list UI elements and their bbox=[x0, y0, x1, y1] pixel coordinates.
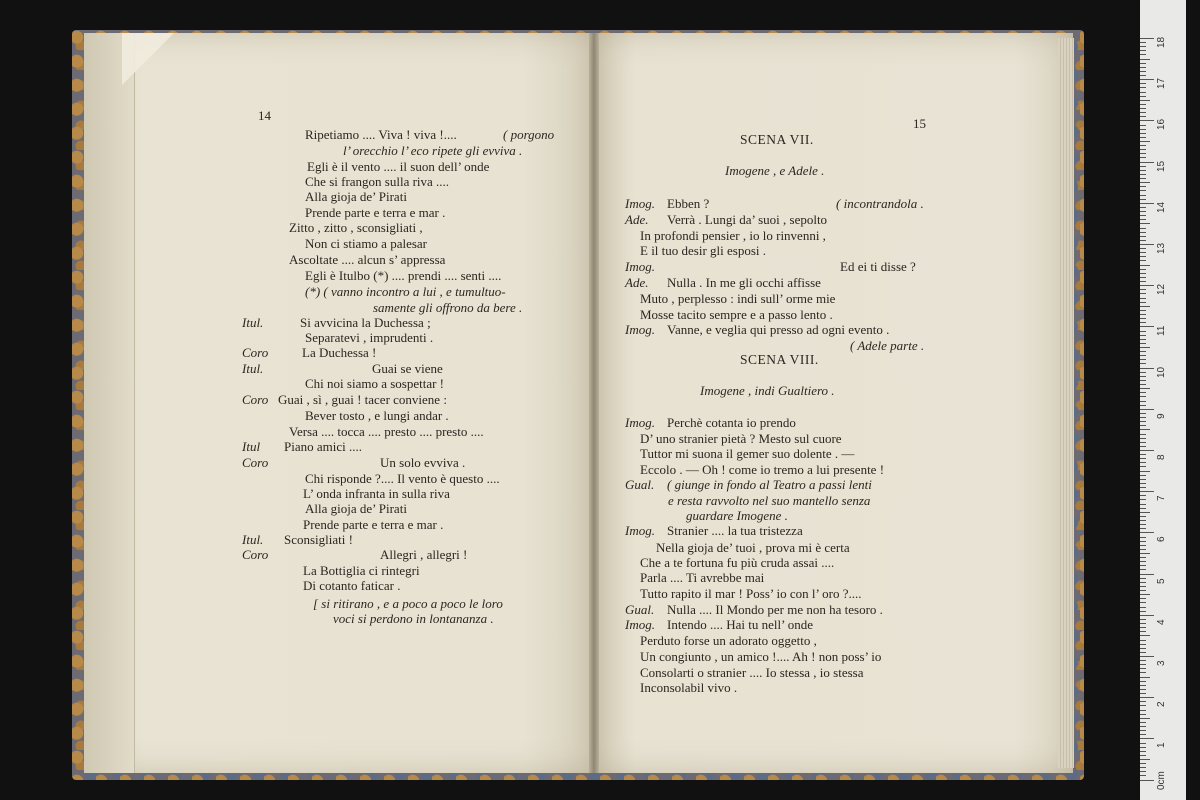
verse-line: La Bottiglia ci rintegri bbox=[303, 563, 420, 578]
ruler-minor-tick bbox=[1140, 594, 1150, 595]
ruler-minor-tick bbox=[1140, 569, 1146, 570]
ruler-minor-tick bbox=[1140, 466, 1146, 467]
book-gutter bbox=[589, 33, 599, 773]
speaker-name: Itul bbox=[242, 439, 261, 454]
ruler-minor-tick bbox=[1140, 689, 1146, 690]
ruler-minor-tick bbox=[1140, 561, 1146, 562]
ruler-label: 2 bbox=[1156, 701, 1167, 708]
verse-line: Che si frangon sulla riva .... bbox=[305, 174, 450, 189]
ruler-minor-tick bbox=[1140, 75, 1146, 76]
verse-line: Intendo .... Hai tu nell’ onde bbox=[667, 617, 813, 632]
ruler-minor-tick bbox=[1140, 306, 1150, 307]
ruler-minor-tick bbox=[1140, 421, 1146, 422]
ruler-minor-tick bbox=[1140, 446, 1146, 447]
ruler-minor-tick bbox=[1140, 277, 1146, 278]
ruler-minor-tick bbox=[1140, 223, 1150, 224]
ruler-minor-tick bbox=[1140, 108, 1146, 109]
ruler-minor-tick bbox=[1140, 586, 1146, 587]
ruler-minor-tick bbox=[1140, 726, 1146, 727]
ruler-label: 7 bbox=[1156, 495, 1167, 502]
ruler-minor-tick bbox=[1140, 487, 1146, 488]
ruler-minor-tick bbox=[1140, 190, 1146, 191]
ruler-minor-tick bbox=[1140, 557, 1146, 558]
ruler-minor-tick bbox=[1140, 380, 1146, 381]
ruler-minor-tick bbox=[1140, 219, 1146, 220]
ruler-minor-tick bbox=[1140, 672, 1146, 673]
speaker-name: Imog. bbox=[625, 523, 655, 538]
verse-line: Ed ei ti disse ? bbox=[840, 259, 916, 274]
ruler-minor-tick bbox=[1140, 495, 1146, 496]
ruler-label: 3 bbox=[1156, 660, 1167, 666]
ruler-minor-tick bbox=[1140, 372, 1146, 373]
ruler-minor-tick bbox=[1140, 384, 1146, 385]
ruler-minor-tick bbox=[1140, 701, 1146, 702]
ruler-minor-tick bbox=[1140, 545, 1146, 546]
ruler-minor-tick bbox=[1140, 582, 1146, 583]
ruler-minor-tick bbox=[1140, 578, 1146, 579]
ruler-minor-tick bbox=[1140, 417, 1146, 418]
ruler-minor-tick bbox=[1140, 648, 1146, 649]
ruler-minor-tick bbox=[1140, 425, 1146, 426]
speaker-name: Imog. bbox=[625, 259, 655, 274]
ruler-tick bbox=[1140, 203, 1154, 204]
ruler-minor-tick bbox=[1140, 71, 1146, 72]
ruler-minor-tick bbox=[1140, 388, 1150, 389]
verse-line: Piano amici .... bbox=[284, 439, 362, 454]
ruler-minor-tick bbox=[1140, 54, 1146, 55]
ruler-label: 17 bbox=[1156, 78, 1167, 90]
verse-line: Egli è Itulbo (*) .... prendi .... senti .... bbox=[305, 268, 502, 283]
ruler-minor-tick bbox=[1140, 59, 1150, 60]
ruler-minor-tick bbox=[1140, 516, 1146, 517]
ruler-minor-tick bbox=[1140, 265, 1150, 266]
page-number-right: 15 bbox=[913, 116, 926, 131]
ruler-minor-tick bbox=[1140, 499, 1146, 500]
ruler-minor-tick bbox=[1140, 157, 1146, 158]
ruler-minor-tick bbox=[1140, 504, 1146, 505]
ruler-minor-tick bbox=[1140, 199, 1146, 200]
ruler-minor-tick bbox=[1140, 396, 1146, 397]
ruler-minor-tick bbox=[1140, 734, 1146, 735]
verse-line: Chi risponde ?.... Il vento è questo .... bbox=[305, 471, 500, 486]
speaker-name: Imog. bbox=[625, 322, 655, 337]
ruler-tick bbox=[1140, 450, 1154, 451]
scene-8-characters: Imogene , indi Gualtiero . bbox=[700, 383, 835, 398]
ruler-minor-tick bbox=[1140, 376, 1146, 377]
verse-line: Nella gioja de’ tuoi , prova mi è certa bbox=[656, 540, 850, 555]
verse-line: Di cotanto faticar . bbox=[303, 578, 401, 593]
ruler-label: 6 bbox=[1156, 536, 1167, 543]
ruler-minor-tick bbox=[1140, 215, 1146, 216]
scene-7-characters: Imogene , e Adele . bbox=[725, 163, 825, 178]
ruler-minor-tick bbox=[1140, 413, 1146, 414]
ruler-minor-tick bbox=[1140, 46, 1146, 47]
ruler-minor-tick bbox=[1140, 722, 1146, 723]
ruler-minor-tick bbox=[1140, 269, 1146, 270]
ruler-label: 1 bbox=[1156, 742, 1167, 749]
ruler-minor-tick bbox=[1140, 685, 1146, 686]
ruler-minor-tick bbox=[1140, 248, 1146, 249]
ruler-minor-tick bbox=[1140, 635, 1150, 636]
ruler-minor-tick bbox=[1140, 537, 1146, 538]
speaker-name: Itul. bbox=[242, 532, 264, 547]
ruler-label: 13 bbox=[1156, 242, 1167, 254]
ruler-minor-tick bbox=[1140, 252, 1146, 253]
speaker-name: Imog. bbox=[625, 415, 655, 430]
ruler-minor-tick bbox=[1140, 598, 1146, 599]
ruler-minor-tick bbox=[1140, 318, 1146, 319]
ruler-minor-tick bbox=[1140, 602, 1146, 603]
speaker-name: Gual. bbox=[625, 477, 655, 492]
ruler-tick bbox=[1140, 697, 1154, 698]
verse-line: Zitto , zitto , sconsigliati , bbox=[289, 220, 423, 235]
speaker-name: Gual. bbox=[625, 602, 655, 617]
verse-line: Sconsigliati ! bbox=[284, 532, 353, 547]
ruler-minor-tick bbox=[1140, 681, 1146, 682]
ruler-minor-tick bbox=[1140, 714, 1146, 715]
ruler-minor-tick bbox=[1140, 42, 1146, 43]
verse-line: Egli è il vento .... il suon dell’ onde bbox=[307, 159, 490, 174]
ruler-minor-tick bbox=[1140, 693, 1146, 694]
ruler-minor-tick bbox=[1140, 256, 1146, 257]
verse-line: Si avvicina la Duchessa ; bbox=[300, 315, 431, 330]
ruler-minor-tick bbox=[1140, 763, 1146, 764]
verse-line: Nulla .... Il Mondo per me non ha tesoro . bbox=[667, 602, 883, 617]
speaker-name: Ade. bbox=[625, 275, 649, 290]
ruler-minor-tick bbox=[1140, 67, 1146, 68]
ruler-minor-tick bbox=[1140, 211, 1146, 212]
ruler-minor-tick bbox=[1140, 652, 1146, 653]
speaker-name: Imog. bbox=[625, 617, 655, 632]
ruler-minor-tick bbox=[1140, 508, 1146, 509]
ruler-minor-tick bbox=[1140, 228, 1146, 229]
ruler-tick bbox=[1140, 738, 1154, 739]
ruler-minor-tick bbox=[1140, 442, 1146, 443]
ruler-minor-tick bbox=[1140, 273, 1146, 274]
ruler-minor-tick bbox=[1140, 116, 1146, 117]
ruler-minor-tick bbox=[1140, 718, 1150, 719]
ruler-minor-tick bbox=[1140, 475, 1146, 476]
ruler-label: 10 bbox=[1156, 366, 1167, 378]
verse-line: E il tuo desir gli esposi . bbox=[640, 243, 767, 258]
ruler-minor-tick bbox=[1140, 458, 1146, 459]
ruler-label: 0cm bbox=[1156, 770, 1167, 790]
ruler-minor-tick bbox=[1140, 363, 1146, 364]
ruler-tick bbox=[1140, 162, 1154, 163]
ruler-minor-tick bbox=[1140, 660, 1146, 661]
verse-line: Versa .... tocca .... presto .... presto .... bbox=[289, 424, 484, 439]
ruler-minor-tick bbox=[1140, 112, 1146, 113]
ruler-minor-tick bbox=[1140, 775, 1146, 776]
ruler-minor-tick bbox=[1140, 137, 1146, 138]
ruler-minor-tick bbox=[1140, 401, 1146, 402]
ruler-minor-tick bbox=[1140, 631, 1146, 632]
scene-7-title: SCENA VII. bbox=[740, 132, 814, 147]
verse-line: Guai se viene bbox=[372, 361, 443, 376]
ruler-minor-tick bbox=[1140, 195, 1146, 196]
ruler-minor-tick bbox=[1140, 343, 1146, 344]
ruler-minor-tick bbox=[1140, 705, 1146, 706]
ruler-label: 16 bbox=[1156, 119, 1167, 131]
ruler-minor-tick bbox=[1140, 520, 1146, 521]
ruler-minor-tick bbox=[1140, 644, 1146, 645]
verse-line: In profondi pensier , io lo rinvenni , bbox=[640, 228, 826, 243]
ruler-minor-tick bbox=[1140, 479, 1146, 480]
ruler-minor-tick bbox=[1140, 351, 1146, 352]
ruler-label: 15 bbox=[1156, 160, 1167, 172]
ruler-minor-tick bbox=[1140, 759, 1150, 760]
ruler-minor-tick bbox=[1140, 260, 1146, 261]
speaker-name: Coro bbox=[242, 455, 269, 470]
ruler-minor-tick bbox=[1140, 405, 1146, 406]
speaker-name: Itul. bbox=[242, 361, 264, 376]
flyleaf bbox=[84, 33, 135, 773]
verse-line: Separatevi , imprudenti . bbox=[305, 330, 434, 345]
verse-line: Ebben ? bbox=[667, 196, 710, 211]
ruler-minor-tick bbox=[1140, 438, 1146, 439]
ruler-tick bbox=[1140, 409, 1154, 410]
verse-line: Muto , perplesso : indi sull’ orme mie bbox=[640, 291, 836, 306]
ruler-label: 11 bbox=[1156, 326, 1167, 337]
ruler-tick bbox=[1140, 574, 1154, 575]
verse-line: Vanne, e veglia qui presso ad ogni evento . bbox=[667, 322, 890, 337]
verse-line: Perchè cotanta io prendo bbox=[667, 415, 796, 430]
ruler-minor-tick bbox=[1140, 677, 1150, 678]
ruler-minor-tick bbox=[1140, 359, 1146, 360]
ruler-minor-tick bbox=[1140, 331, 1146, 332]
page-number-left: 14 bbox=[258, 108, 271, 123]
ruler-minor-tick bbox=[1140, 347, 1150, 348]
verse-line: Inconsolabil vivo . bbox=[640, 680, 738, 695]
verse-line: Ripetiamo .... Viva ! viva !.... bbox=[305, 127, 457, 142]
verse-line: l’ orecchio l’ eco ripete gli evviva . bbox=[343, 143, 523, 158]
ruler-minor-tick bbox=[1140, 664, 1146, 665]
verse-line: Alla gioja de’ Pirati bbox=[305, 501, 407, 516]
verse-line: (*) ( vanno incontro a lui , e tumultuo- bbox=[305, 284, 506, 299]
ruler-minor-tick bbox=[1140, 607, 1146, 608]
ruler-minor-tick bbox=[1140, 619, 1146, 620]
ruler-tick bbox=[1140, 285, 1154, 286]
verse-line: Bever tosto , e lungi andar . bbox=[305, 408, 449, 423]
ruler-minor-tick bbox=[1140, 751, 1146, 752]
ruler-minor-tick bbox=[1140, 710, 1146, 711]
speaker-name: Coro bbox=[242, 547, 269, 562]
stage-direction: ( Adele parte . bbox=[850, 338, 925, 353]
ruler-minor-tick bbox=[1140, 541, 1146, 542]
ruler-minor-tick bbox=[1140, 87, 1146, 88]
verse-line: [ si ritirano , e a poco a poco le loro bbox=[313, 596, 503, 611]
verse-line: D’ uno stranier pietà ? Mesto sul cuore bbox=[640, 431, 842, 446]
ruler-tick bbox=[1140, 656, 1154, 657]
ruler-minor-tick bbox=[1140, 553, 1150, 554]
ruler-minor-tick bbox=[1140, 92, 1146, 93]
ruler-minor-tick bbox=[1140, 462, 1146, 463]
ruler-minor-tick bbox=[1140, 104, 1146, 105]
ruler-minor-tick bbox=[1140, 528, 1146, 529]
ruler-minor-tick bbox=[1140, 627, 1146, 628]
ruler-minor-tick bbox=[1140, 166, 1146, 167]
ruler-minor-tick bbox=[1140, 590, 1146, 591]
ruler-minor-tick bbox=[1140, 668, 1146, 669]
ruler-tick bbox=[1140, 615, 1154, 616]
stage-direction: e resta ravvolto nel suo mantello senza bbox=[668, 493, 871, 508]
ruler-minor-tick bbox=[1140, 125, 1146, 126]
ruler-tick bbox=[1140, 368, 1154, 369]
ruler-minor-tick bbox=[1140, 339, 1146, 340]
verse-line: Che a te fortuna fu più cruda assai .... bbox=[640, 555, 835, 570]
verse-line: Non ci stiamo a palesar bbox=[305, 236, 428, 251]
ruler-tick bbox=[1140, 491, 1154, 492]
ruler-tick bbox=[1140, 532, 1154, 533]
verse-line: Tuttor mi suona il gemer suo dolente . — bbox=[640, 446, 855, 461]
ruler-label: 18 bbox=[1156, 36, 1167, 48]
ruler-label: 8 bbox=[1156, 454, 1167, 460]
ruler-minor-tick bbox=[1140, 182, 1150, 183]
ruler-minor-tick bbox=[1140, 429, 1150, 430]
ruler-label: 4 bbox=[1156, 619, 1167, 625]
ruler-minor-tick bbox=[1140, 565, 1146, 566]
verse-line: voci si perdono in lontananza . bbox=[333, 611, 494, 626]
speaker-name: Coro bbox=[242, 345, 269, 360]
ruler-minor-tick bbox=[1140, 611, 1146, 612]
verse-line: Un congiunto , un amico !.... Ah ! non poss’ io bbox=[640, 649, 882, 664]
ruler-minor-tick bbox=[1140, 170, 1146, 171]
verse-line: Ascoltate .... alcun s’ appressa bbox=[289, 252, 446, 267]
ruler-minor-tick bbox=[1140, 730, 1146, 731]
ruler-minor-tick bbox=[1140, 50, 1146, 51]
verse-line: Nulla . In me gli occhi affisse bbox=[667, 275, 821, 290]
ruler-minor-tick bbox=[1140, 232, 1146, 233]
ruler-minor-tick bbox=[1140, 483, 1146, 484]
speaker-name: Imog. bbox=[625, 196, 655, 211]
stage-direction: ( giunge in fondo al Teatro a passi lenti bbox=[667, 477, 872, 492]
verse-line: Eccolo . — Oh ! come io tremo a lui presente ! bbox=[640, 462, 885, 477]
ruler-minor-tick bbox=[1140, 767, 1146, 768]
stage-direction: ( porgono bbox=[503, 127, 555, 142]
ruler-minor-tick bbox=[1140, 174, 1146, 175]
measuring-ruler bbox=[1140, 0, 1186, 800]
ruler-minor-tick bbox=[1140, 289, 1146, 290]
ruler-minor-tick bbox=[1140, 186, 1146, 187]
verse-line: Guai , sì , guai ! tacer conviene : bbox=[278, 392, 447, 407]
ruler-minor-tick bbox=[1140, 63, 1146, 64]
ruler-minor-tick bbox=[1140, 392, 1146, 393]
verse-line: Allegri , allegri ! bbox=[380, 547, 468, 562]
speaker-name: Ade. bbox=[625, 212, 649, 227]
ruler-minor-tick bbox=[1140, 771, 1146, 772]
ruler-label: 14 bbox=[1156, 201, 1167, 213]
ruler-minor-tick bbox=[1140, 310, 1146, 311]
ruler-minor-tick bbox=[1140, 302, 1146, 303]
ruler-minor-tick bbox=[1140, 153, 1146, 154]
speaker-name: Itul. bbox=[242, 315, 264, 330]
verse-line: Mosse tacito sempre e a passo lento . bbox=[640, 307, 833, 322]
ruler-minor-tick bbox=[1140, 743, 1146, 744]
ruler-minor-tick bbox=[1140, 314, 1146, 315]
verse-line: Chi noi siamo a sospettar ! bbox=[305, 376, 445, 391]
ruler-minor-tick bbox=[1140, 236, 1146, 237]
ruler-minor-tick bbox=[1140, 640, 1146, 641]
scene-8-title: SCENA VIII. bbox=[740, 352, 819, 367]
ruler-minor-tick bbox=[1140, 298, 1146, 299]
ruler-minor-tick bbox=[1140, 83, 1146, 84]
verse-line: Consolarti o stranier .... Io stessa , io stessa bbox=[640, 665, 864, 680]
verse-line: samente gli offrono da bere . bbox=[373, 300, 523, 315]
ruler-tick bbox=[1140, 120, 1154, 121]
ruler-label: 5 bbox=[1156, 578, 1167, 584]
verse-line: Prende parte e terra e mar . bbox=[303, 517, 444, 532]
stage-direction: guardare Imogene . bbox=[686, 508, 788, 523]
ruler-tick bbox=[1140, 244, 1154, 245]
ruler-tick bbox=[1140, 38, 1154, 39]
ruler-minor-tick bbox=[1140, 512, 1150, 513]
ruler-tick bbox=[1140, 780, 1154, 781]
verse-line: Un solo evviva . bbox=[380, 455, 466, 470]
ruler-label: 9 bbox=[1156, 413, 1167, 419]
verse-line: L’ onda infranta in sulla riva bbox=[303, 486, 450, 501]
ruler-minor-tick bbox=[1140, 133, 1146, 134]
ruler-minor-tick bbox=[1140, 434, 1146, 435]
ruler-minor-tick bbox=[1140, 755, 1146, 756]
ruler-minor-tick bbox=[1140, 240, 1146, 241]
verse-line: Stranier .... la tua tristezza bbox=[667, 523, 803, 538]
ruler-minor-tick bbox=[1140, 322, 1146, 323]
ruler-minor-tick bbox=[1140, 549, 1146, 550]
speaker-name: Coro bbox=[242, 392, 269, 407]
ruler-minor-tick bbox=[1140, 281, 1146, 282]
ruler-minor-tick bbox=[1140, 355, 1146, 356]
page-edges bbox=[1058, 38, 1074, 768]
ruler-minor-tick bbox=[1140, 100, 1150, 101]
stage-direction: ( incontrandola . bbox=[836, 196, 924, 211]
verse-line: Perduto forse un adorato oggetto , bbox=[640, 633, 817, 648]
ruler-minor-tick bbox=[1140, 129, 1146, 130]
folded-corner bbox=[122, 33, 174, 85]
ruler-label: 12 bbox=[1156, 284, 1167, 296]
verse-line: Parla .... Ti avrebbe mai bbox=[640, 570, 765, 585]
ruler-tick bbox=[1140, 326, 1154, 327]
verse-line: Tutto rapito il mar ! Poss’ io con l’ oro ?.... bbox=[640, 586, 862, 601]
ruler-minor-tick bbox=[1140, 141, 1150, 142]
ruler-minor-tick bbox=[1140, 471, 1150, 472]
ruler-minor-tick bbox=[1140, 335, 1146, 336]
ruler-minor-tick bbox=[1140, 293, 1146, 294]
verse-line: Verrà . Lungi da’ suoi , sepolto bbox=[667, 212, 828, 227]
ruler-tick bbox=[1140, 79, 1154, 80]
ruler-minor-tick bbox=[1140, 207, 1146, 208]
ruler-minor-tick bbox=[1140, 524, 1146, 525]
ruler-minor-tick bbox=[1140, 96, 1146, 97]
ruler-minor-tick bbox=[1140, 454, 1146, 455]
ruler-minor-tick bbox=[1140, 149, 1146, 150]
verse-line: Prende parte e terra e mar . bbox=[305, 205, 446, 220]
ruler-minor-tick bbox=[1140, 145, 1146, 146]
ruler-minor-tick bbox=[1140, 178, 1146, 179]
ruler-minor-tick bbox=[1140, 747, 1146, 748]
ruler-minor-tick bbox=[1140, 623, 1146, 624]
verse-line: Alla gioja de’ Pirati bbox=[305, 189, 407, 204]
verse-line: La Duchessa ! bbox=[302, 345, 377, 360]
